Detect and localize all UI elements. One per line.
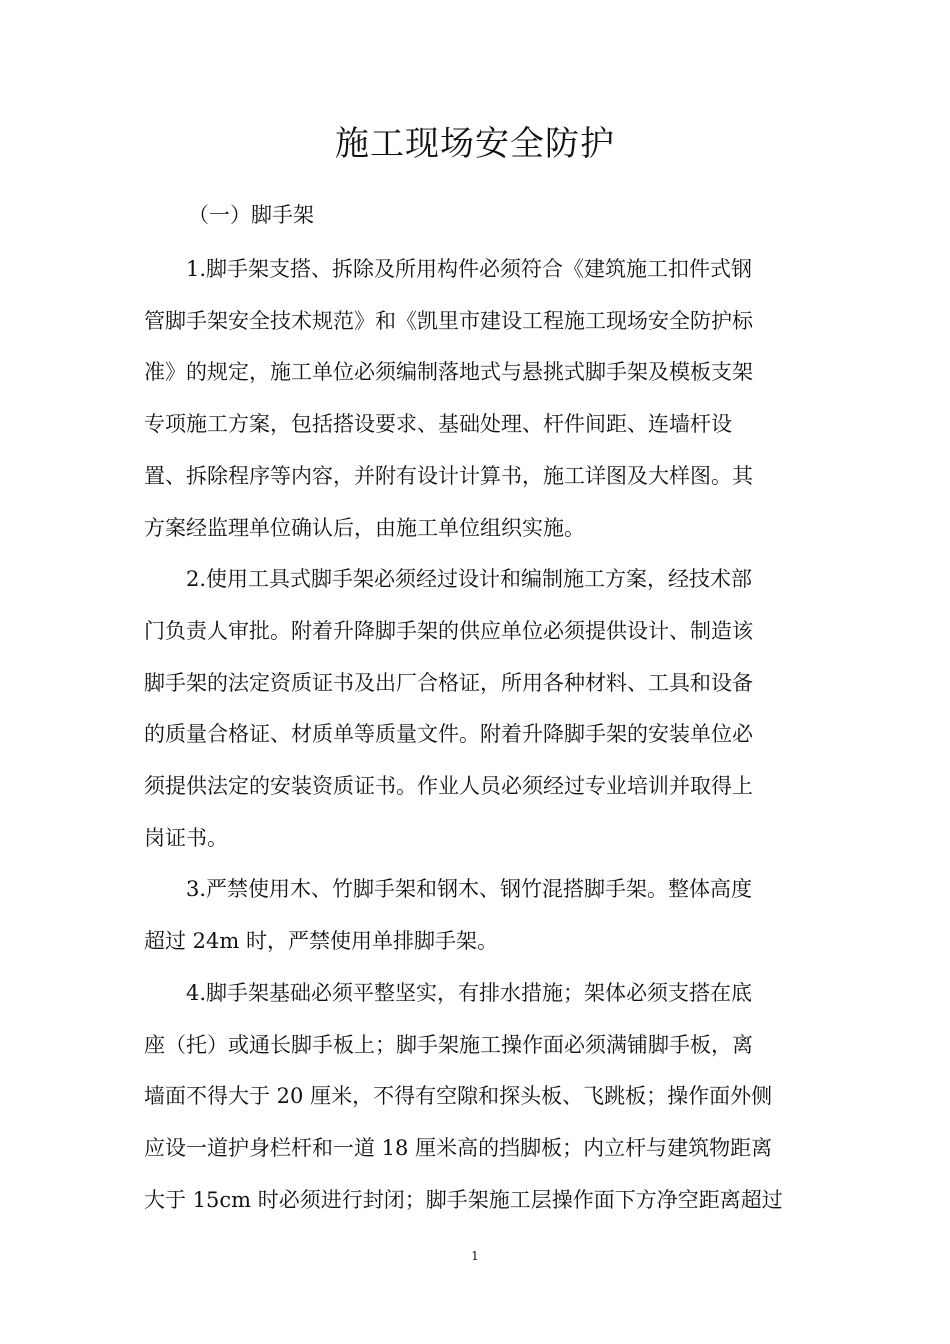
paragraph-line: 2.使用工具式脚手架必须经过设计和编制施工方案，经技术部 <box>186 567 753 592</box>
paragraph-line: 方案经监理单位确认后，由施工单位组织实施。 <box>144 515 585 540</box>
page-number: 1 <box>471 1249 479 1263</box>
paragraph-3 <box>144 864 806 967</box>
section-heading: （一）脚手架 <box>188 203 314 227</box>
paragraph-line: 门负责人审批。附着升降脚手架的供应单位必须提供设计、制造该 <box>144 618 753 643</box>
paragraph-line: 超过 24m 时，严禁使用单排脚手架。 <box>144 929 498 954</box>
paragraph-line: 3.严禁使用木、竹脚手架和钢木、钢竹混搭脚手架。整体高度 <box>186 877 753 902</box>
paragraph-line: 管脚手架安全技术规范》和《凯里市建设工程施工现场安全防护标 <box>144 308 753 333</box>
paragraph-line: 岗证书。 <box>144 825 228 850</box>
paragraph-4 <box>144 968 806 1227</box>
document-title: 施工现场安全防护 <box>335 124 615 164</box>
paragraph-line: 准》的规定，施工单位必须编制落地式与悬挑式脚手架及模板支架 <box>144 360 753 385</box>
paragraph-line: 脚手架的法定资质证书及出厂合格证，所用各种材料、工具和设备 <box>144 670 753 695</box>
paragraph-line: 应设一道护身栏杆和一道 18 厘米高的挡脚板；内立杆与建筑物距离 <box>144 1135 773 1160</box>
paragraph-line: 4.脚手架基础必须平整坚实，有排水措施；架体必须支搭在底 <box>186 980 753 1005</box>
paragraph-1 <box>144 244 806 554</box>
paragraph-line: 座（托）或通长脚手板上；脚手架施工操作面必须满铺脚手板，离 <box>144 1032 753 1057</box>
paragraph-line: 须提供法定的安装资质证书。作业人员必须经过专业培训并取得上 <box>144 774 753 799</box>
paragraph-line: 大于 15cm 时必须进行封闭；脚手架施工层操作面下方净空距离超过 <box>144 1187 783 1212</box>
paragraph-line: 墙面不得大于 20 厘米，不得有空隙和探头板、飞跳板；操作面外侧 <box>144 1084 773 1109</box>
paragraph-2 <box>144 554 806 864</box>
paragraph-line: 置、拆除程序等内容，并附有设计计算书，施工详图及大样图。其 <box>144 463 753 488</box>
paragraph-line: 的质量合格证、材质单等质量文件。附着升降脚手架的安装单位必 <box>144 722 753 747</box>
paragraph-line: 1.脚手架支搭、拆除及所用构件必须符合《建筑施工扣件式钢 <box>186 257 753 281</box>
paragraph-line: 专项施工方案，包括搭设要求、基础处理、杆件间距、连墙杆设 <box>144 412 732 437</box>
document-body <box>144 244 806 1226</box>
